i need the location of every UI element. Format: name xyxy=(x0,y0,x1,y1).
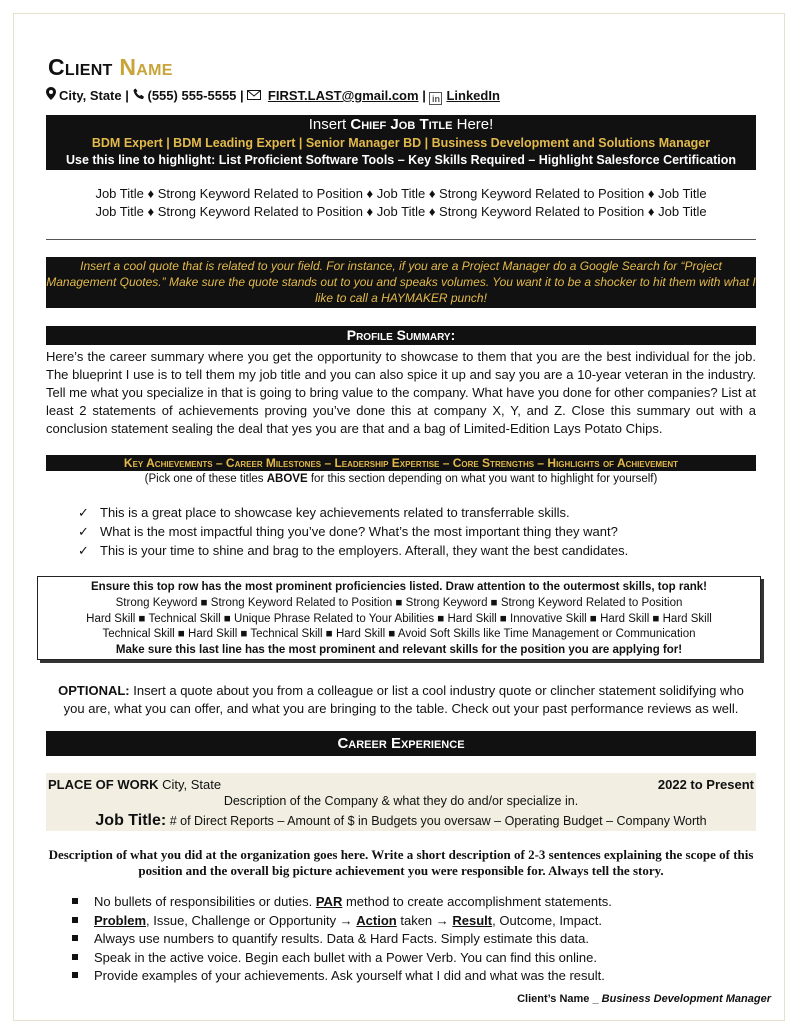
phone-icon xyxy=(133,88,145,103)
bullet-text: Speak in the active voice. Begin each bullet with a Power Verb. You can find this online. xyxy=(94,949,597,965)
bullet-text: taken → xyxy=(396,912,453,928)
list-item xyxy=(78,541,628,560)
bullet-text: method to create accomplishment statements. xyxy=(342,894,612,909)
job-title-banner xyxy=(46,115,756,170)
separator: | xyxy=(422,88,426,103)
bullet-text: Always use numbers to quantify results. Data & Hard Facts. Simply estimate this data. xyxy=(94,931,589,946)
skills-bottom-line: Make sure this last line has the most prominent and relevant skills for the position you are applying for! xyxy=(115,644,683,657)
bullet-par: PAR xyxy=(315,894,343,909)
place-location: City, State xyxy=(158,777,222,792)
skills-row: Hard Skill ■ Technical Skill ■ Unique Phrase Related to Your Abilities ■ Hard Skill ■ Innovative Skill ■ Hard Skill ■ Hard Skill xyxy=(86,612,712,625)
page-footer xyxy=(517,993,771,1005)
list-item xyxy=(72,930,612,949)
envelope-icon xyxy=(247,88,261,103)
list-item-text: This is a great place to showcase key achievements related to transferrable skills. xyxy=(100,505,570,520)
note-pre: (Pick one of these titles xyxy=(144,473,267,485)
footer-name: Client’s Name _ xyxy=(517,993,602,1005)
linkedin-link[interactable]: LinkedIn xyxy=(446,88,500,103)
skills-box xyxy=(37,576,761,660)
client-name xyxy=(48,54,173,81)
list-item-text: This is your time to shine and brag to the employers. Afterall, they want the best candidates. xyxy=(100,543,629,558)
achievements-note xyxy=(46,472,756,487)
list-item xyxy=(72,967,612,986)
title-bold: Chief Job Title xyxy=(350,116,453,133)
linkedin-icon: in xyxy=(429,92,442,105)
bullet-text: No bullets of responsibilities or duties. xyxy=(94,894,316,909)
square-bullet-icon xyxy=(72,972,78,978)
bullet-action: Action xyxy=(356,912,397,928)
job-title-line xyxy=(46,812,756,830)
profile-summary-text: Here’s the career summary where you get the opportunity to showcase to them that you are the best individual for the job. The blueprint I use is to tell them my job title and you can also spice it up and say you are a 10-year veteran in the industry. Tell me what you specialize in that is going to bring value to the company. What have you done for other companies? List at least 2 statements of achievements proving you’ve done this at company X, Y, and Z. Close this summary out with a conclusion statement sealing the deal that yes you are that and a bag of Limited-Edition Lays Potato Chips. xyxy=(46,349,756,436)
keyword-block xyxy=(46,185,756,221)
list-item-text: What is the most impactful thing you’ve done? What’s the most important thing they want? xyxy=(100,524,618,539)
divider xyxy=(46,239,756,240)
separator: | xyxy=(240,88,244,103)
title-pre: Insert xyxy=(308,116,351,133)
separator: | xyxy=(125,88,129,103)
list-item xyxy=(72,893,612,912)
list-item xyxy=(78,503,628,522)
map-pin-icon xyxy=(46,87,56,103)
list-item xyxy=(72,949,612,968)
job-title-label: Job Title: xyxy=(95,812,167,829)
quote-banner: Insert a cool quote that is related to your field. For instance, if you are a Project Manager do a Google Search for “Project Management Quotes.” Make sure the quote stands out to you and speaks volumes. You want it to be a shocker to hit them with what I like to call a HAYMAKER punch! xyxy=(46,257,756,308)
title-keywords-line: BDM Expert | BDM Leading Expert | Senior Manager BD | Business Development and Solutions Manager xyxy=(91,136,711,150)
optional-text: Insert a quote about you from a colleague or list a cool industry quote or clincher statement solidifying who you are, what you can offer, and what you are bringing to the table. Check out your past performance reviews as well. xyxy=(63,683,744,716)
skills-row: Technical Skill ■ Hard Skill ■ Technical Skill ■ Hard Skill ■ Avoid Soft Skills like Time Management or Communication xyxy=(102,628,696,641)
job-title-details: # of Direct Reports – Amount of $ in Budgets you oversaw – Operating Budget – Company Worth xyxy=(166,814,707,828)
optional-quote xyxy=(46,682,756,718)
email-link[interactable]: FIRST.LAST@gmail.com xyxy=(267,88,419,103)
title-post: Here! xyxy=(452,116,494,133)
name-last: Name xyxy=(119,54,173,80)
square-bullet-icon xyxy=(72,898,78,904)
square-bullet-icon xyxy=(72,935,78,941)
bullet-problem: Problem xyxy=(94,912,147,928)
place-name: PLACE OF WORK xyxy=(48,777,159,792)
place-of-work xyxy=(48,777,221,792)
job-header-box xyxy=(46,773,756,831)
checkmark-icon: ✓ xyxy=(78,543,89,558)
location-text: City, State xyxy=(59,88,122,103)
name-first: Client xyxy=(48,54,113,80)
job-summary: Description of what you did at the organization goes here. Write a short description of 2-3 sentences explaining the scope of this position and the overall big picture achievement you were responsible for. Always tell the story. xyxy=(48,847,754,878)
footer-role: Business Development Manager xyxy=(601,993,771,1005)
keyword-row: Job Title ♦ Strong Keyword Related to Position ♦ Job Title ♦ Strong Keyword Related to Position ♦ Job Title xyxy=(95,204,707,219)
list-item xyxy=(78,522,628,541)
bullet-text: , Issue, Challenge or Opportunity → xyxy=(146,912,357,928)
chief-title-line xyxy=(46,115,756,135)
skills-top-line: Ensure this top row has the most prominent proficiencies listed. Draw attention to the outermost skills, top rank! xyxy=(91,581,707,593)
career-heading: Career Experience xyxy=(46,731,756,756)
keyword-row: Job Title ♦ Strong Keyword Related to Position ♦ Job Title ♦ Strong Keyword Related to Position ♦ Job Title xyxy=(95,186,707,201)
phone-text: (555) 555-5555 xyxy=(147,88,237,103)
square-bullet-icon xyxy=(72,917,78,923)
note-post: for this section depending on what you want to highlight for yourself) xyxy=(307,473,658,485)
list-item xyxy=(72,912,612,931)
job-dates: 2022 to Present xyxy=(657,777,754,792)
achievements-heading: Key Achievements – Career Milestones – Leadership Expertise – Core Strengths – Highlights of Achievement xyxy=(46,455,756,471)
company-description: Description of the Company & what they do and/or specialize in. xyxy=(223,794,579,808)
profile-heading: Profile Summary: xyxy=(46,326,756,345)
checkmark-icon: ✓ xyxy=(78,524,89,539)
achievement-list xyxy=(78,503,628,560)
note-bold: ABOVE xyxy=(266,473,308,485)
bullet-text: Provide examples of your achievements. Ask yourself what I did and what was the result. xyxy=(94,968,605,983)
optional-label: OPTIONAL: xyxy=(58,683,130,698)
skills-row: Strong Keyword ■ Strong Keyword Related to Position ■ Strong Keyword ■ Strong Keyword Related to Position xyxy=(115,596,683,609)
bullet-text: , Outcome, Impact. xyxy=(492,912,602,928)
title-highlight-line: Use this line to highlight: List Proficient Software Tools – Key Skills Required – Highlight Salesforce Certification xyxy=(65,153,736,167)
checkmark-icon: ✓ xyxy=(78,505,89,520)
contact-line xyxy=(46,87,500,105)
accomplishment-list xyxy=(72,893,612,986)
square-bullet-icon xyxy=(72,954,78,960)
bullet-result: Result xyxy=(452,912,493,928)
